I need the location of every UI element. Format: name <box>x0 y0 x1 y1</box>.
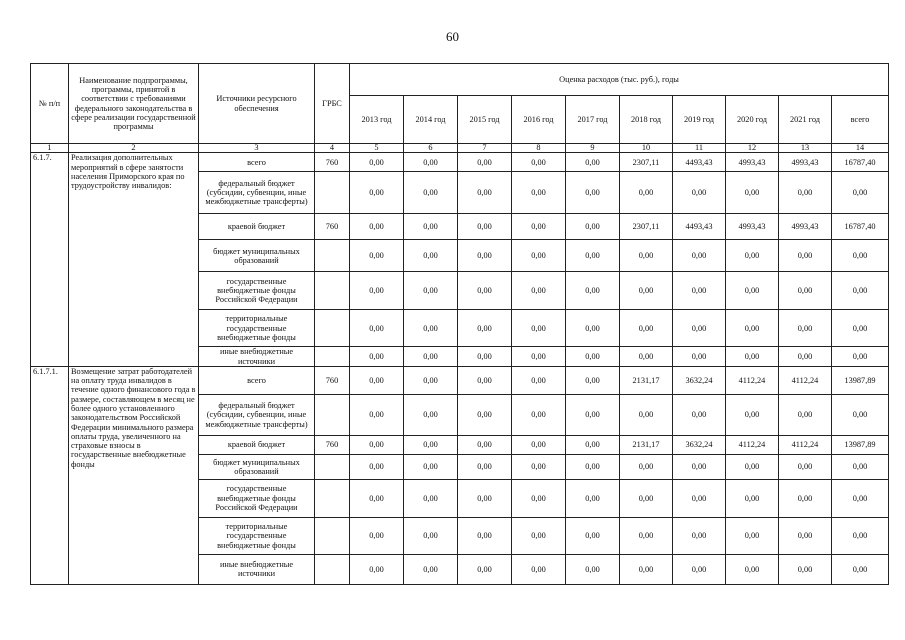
grbs-code: 760 <box>315 214 350 240</box>
column-number: 7 <box>458 144 512 153</box>
column-number: 6 <box>404 144 458 153</box>
year-value: 0,00 <box>620 272 673 310</box>
header-source: Источники ресурсного обеспечения <box>199 64 315 144</box>
year-value: 0,00 <box>350 366 404 394</box>
year-value: 0,00 <box>673 310 726 347</box>
grbs-code <box>315 554 350 584</box>
year-value: 0,00 <box>458 347 512 367</box>
total-value: 16787,40 <box>832 153 889 172</box>
year-value: 0,00 <box>726 347 779 367</box>
funding-source: бюджет муниципальных образований <box>199 454 315 479</box>
year-value: 4112,24 <box>779 435 832 454</box>
year-value: 0,00 <box>350 272 404 310</box>
total-value: 0,00 <box>832 479 889 517</box>
header-year: 2013 год <box>350 96 404 144</box>
grbs-code: 760 <box>315 153 350 172</box>
year-value: 0,00 <box>673 517 726 554</box>
column-number: 9 <box>566 144 620 153</box>
grbs-code <box>315 272 350 310</box>
year-value: 0,00 <box>566 394 620 435</box>
year-value: 0,00 <box>512 554 566 584</box>
year-value: 0,00 <box>779 172 832 214</box>
header-year: 2018 год <box>620 96 673 144</box>
year-value: 0,00 <box>404 310 458 347</box>
header-name: Наименование подпрограммы, программы, принятой в соответствии с требованиями федерального законодательства в сфере реализации государственной программы <box>69 64 199 144</box>
year-value: 0,00 <box>458 153 512 172</box>
year-value: 0,00 <box>404 479 458 517</box>
year-value: 2131,17 <box>620 366 673 394</box>
year-value: 0,00 <box>404 240 458 272</box>
total-value: 0,00 <box>832 272 889 310</box>
year-value: 0,00 <box>512 172 566 214</box>
header-year: 2017 год <box>566 96 620 144</box>
year-value: 0,00 <box>779 394 832 435</box>
total-value: 0,00 <box>832 517 889 554</box>
header-year: 2021 год <box>779 96 832 144</box>
header-year: 2016 год <box>512 96 566 144</box>
year-value: 0,00 <box>350 454 404 479</box>
year-value: 0,00 <box>726 240 779 272</box>
total-value: 0,00 <box>832 394 889 435</box>
year-value: 0,00 <box>566 272 620 310</box>
year-value: 2131,17 <box>620 435 673 454</box>
year-value: 4993,43 <box>726 153 779 172</box>
year-value: 0,00 <box>620 240 673 272</box>
budget-table <box>30 63 889 585</box>
year-value: 0,00 <box>404 347 458 367</box>
year-value: 0,00 <box>404 554 458 584</box>
year-value: 0,00 <box>512 454 566 479</box>
year-value: 0,00 <box>404 435 458 454</box>
total-value: 0,00 <box>832 172 889 214</box>
year-value: 0,00 <box>350 554 404 584</box>
total-value: 0,00 <box>832 347 889 367</box>
column-number: 11 <box>673 144 726 153</box>
year-value: 0,00 <box>726 172 779 214</box>
year-value: 0,00 <box>566 153 620 172</box>
grbs-code <box>315 310 350 347</box>
year-value: 0,00 <box>350 153 404 172</box>
year-value: 0,00 <box>404 366 458 394</box>
year-value: 0,00 <box>620 454 673 479</box>
year-value: 0,00 <box>350 347 404 367</box>
funding-source: краевой бюджет <box>199 214 315 240</box>
item-name: Реализация дополнительных мероприятий в сфере занятости населения Приморского края по трудоустройству инвалидов: <box>69 153 199 367</box>
year-value: 2307,11 <box>620 153 673 172</box>
year-value: 0,00 <box>404 172 458 214</box>
year-value: 0,00 <box>512 347 566 367</box>
year-value: 4993,43 <box>779 214 832 240</box>
year-value: 0,00 <box>458 214 512 240</box>
item-number: 6.1.7.1. <box>31 366 69 584</box>
year-value: 0,00 <box>620 394 673 435</box>
funding-source: государственные внебюджетные фонды Российской Федерации <box>199 272 315 310</box>
year-value: 0,00 <box>620 479 673 517</box>
year-value: 0,00 <box>566 517 620 554</box>
year-value: 0,00 <box>350 435 404 454</box>
year-value: 0,00 <box>726 394 779 435</box>
grbs-code <box>315 240 350 272</box>
header-year: 2015 год <box>458 96 512 144</box>
year-value: 0,00 <box>350 479 404 517</box>
funding-source: краевой бюджет <box>199 435 315 454</box>
year-value: 4993,43 <box>726 214 779 240</box>
year-value: 0,00 <box>566 554 620 584</box>
year-value: 0,00 <box>620 347 673 367</box>
funding-source: иные внебюджетные источники <box>199 554 315 584</box>
total-value: 0,00 <box>832 554 889 584</box>
year-value: 0,00 <box>404 394 458 435</box>
year-value: 0,00 <box>458 366 512 394</box>
year-value: 0,00 <box>512 310 566 347</box>
year-value: 0,00 <box>512 435 566 454</box>
header-row-top <box>31 64 889 96</box>
column-number: 1 <box>31 144 69 153</box>
page-number: 60 <box>446 29 459 44</box>
grbs-code <box>315 479 350 517</box>
year-value: 0,00 <box>673 172 726 214</box>
column-number: 4 <box>315 144 350 153</box>
grbs-code <box>315 347 350 367</box>
year-value: 0,00 <box>779 347 832 367</box>
year-value: 0,00 <box>566 435 620 454</box>
year-value: 0,00 <box>404 454 458 479</box>
funding-source: всего <box>199 153 315 172</box>
header-year: 2020 год <box>726 96 779 144</box>
year-value: 0,00 <box>512 479 566 517</box>
total-value: 16787,40 <box>832 214 889 240</box>
year-value: 0,00 <box>726 554 779 584</box>
year-value: 0,00 <box>673 240 726 272</box>
funding-source: территориальные государственные внебюджетные фонды <box>199 310 315 347</box>
header-num: № п/п <box>31 64 69 144</box>
year-value: 0,00 <box>458 479 512 517</box>
year-value: 0,00 <box>673 347 726 367</box>
total-value: 13987,89 <box>832 435 889 454</box>
year-value: 0,00 <box>779 240 832 272</box>
year-value: 0,00 <box>566 240 620 272</box>
year-value: 4493,43 <box>673 214 726 240</box>
year-value: 0,00 <box>620 310 673 347</box>
item-number: 6.1.7. <box>31 153 69 367</box>
year-value: 0,00 <box>512 517 566 554</box>
grbs-code <box>315 517 350 554</box>
budget-row <box>31 153 889 172</box>
year-value: 0,00 <box>512 394 566 435</box>
year-value: 0,00 <box>726 310 779 347</box>
year-value: 0,00 <box>566 172 620 214</box>
column-number: 2 <box>69 144 199 153</box>
year-value: 4493,43 <box>673 153 726 172</box>
funding-source: федеральный бюджет (субсидии, субвенции, иные межбюджетные трансферты) <box>199 172 315 214</box>
year-value: 0,00 <box>673 272 726 310</box>
year-value: 0,00 <box>404 517 458 554</box>
column-numbers-row <box>31 144 889 153</box>
column-number: 8 <box>512 144 566 153</box>
year-value: 0,00 <box>779 517 832 554</box>
year-value: 0,00 <box>458 172 512 214</box>
year-value: 0,00 <box>404 153 458 172</box>
column-number: 5 <box>350 144 404 153</box>
funding-source: федеральный бюджет (субсидии, субвенции, иные межбюджетные трансферты) <box>199 394 315 435</box>
column-number: 12 <box>726 144 779 153</box>
grbs-code: 760 <box>315 435 350 454</box>
year-value: 3632,24 <box>673 435 726 454</box>
header-estimate: Оценка расходов (тыс. руб.), годы <box>350 64 889 96</box>
year-value: 0,00 <box>726 454 779 479</box>
funding-source: государственные внебюджетные фонды Российской Федерации <box>199 479 315 517</box>
year-value: 0,00 <box>726 272 779 310</box>
year-value: 0,00 <box>673 454 726 479</box>
item-name: Возмещение затрат работодателей на оплату труда инвалидов в течение одного финансового года в размере, составляющем в месяц не более одного установленного законодательством Российской Федерации минимального размера оплаты труда, увеличенного на страховые взносы в государственные внебюджетные фонды <box>69 366 199 584</box>
year-value: 0,00 <box>673 554 726 584</box>
year-value: 4993,43 <box>779 153 832 172</box>
year-value: 0,00 <box>673 394 726 435</box>
year-value: 0,00 <box>458 240 512 272</box>
year-value: 0,00 <box>404 272 458 310</box>
grbs-code <box>315 454 350 479</box>
year-value: 0,00 <box>779 554 832 584</box>
total-value: 0,00 <box>832 310 889 347</box>
year-value: 3632,24 <box>673 366 726 394</box>
funding-source: всего <box>199 366 315 394</box>
header-year: 2014 год <box>404 96 458 144</box>
year-value: 0,00 <box>779 454 832 479</box>
year-value: 0,00 <box>779 479 832 517</box>
budget-row <box>31 366 889 394</box>
year-value: 0,00 <box>350 240 404 272</box>
year-value: 0,00 <box>458 310 512 347</box>
year-value: 0,00 <box>620 517 673 554</box>
column-number: 13 <box>779 144 832 153</box>
year-value: 0,00 <box>566 479 620 517</box>
total-value: 13987,89 <box>832 366 889 394</box>
year-value: 0,00 <box>458 517 512 554</box>
column-number: 14 <box>832 144 889 153</box>
year-value: 0,00 <box>779 310 832 347</box>
year-value: 0,00 <box>404 214 458 240</box>
grbs-code: 760 <box>315 366 350 394</box>
header-grbs: ГРБС <box>315 64 350 144</box>
year-value: 0,00 <box>458 454 512 479</box>
year-value: 0,00 <box>620 554 673 584</box>
year-value: 0,00 <box>620 172 673 214</box>
year-value: 0,00 <box>566 347 620 367</box>
year-value: 2307,11 <box>620 214 673 240</box>
year-value: 0,00 <box>350 214 404 240</box>
year-value: 0,00 <box>726 479 779 517</box>
year-value: 0,00 <box>566 310 620 347</box>
column-number: 10 <box>620 144 673 153</box>
year-value: 0,00 <box>458 435 512 454</box>
year-value: 4112,24 <box>726 366 779 394</box>
year-value: 0,00 <box>566 214 620 240</box>
year-value: 0,00 <box>350 172 404 214</box>
year-value: 0,00 <box>726 517 779 554</box>
year-value: 0,00 <box>512 366 566 394</box>
year-value: 0,00 <box>673 479 726 517</box>
total-value: 0,00 <box>832 240 889 272</box>
year-value: 0,00 <box>566 454 620 479</box>
year-value: 0,00 <box>779 272 832 310</box>
year-value: 0,00 <box>458 272 512 310</box>
year-value: 0,00 <box>566 366 620 394</box>
year-value: 0,00 <box>458 394 512 435</box>
column-number: 3 <box>199 144 315 153</box>
total-value: 0,00 <box>832 454 889 479</box>
year-value: 0,00 <box>458 554 512 584</box>
year-value: 4112,24 <box>779 366 832 394</box>
header-year: 2019 год <box>673 96 726 144</box>
funding-source: бюджет муниципальных образований <box>199 240 315 272</box>
funding-source: территориальные государственные внебюджетные фонды <box>199 517 315 554</box>
year-value: 0,00 <box>350 310 404 347</box>
year-value: 0,00 <box>512 272 566 310</box>
year-value: 0,00 <box>350 394 404 435</box>
year-value: 0,00 <box>350 517 404 554</box>
header-total: всего <box>832 96 889 144</box>
funding-source: иные внебюджетные источники <box>199 347 315 367</box>
year-value: 0,00 <box>512 240 566 272</box>
year-value: 0,00 <box>512 214 566 240</box>
grbs-code <box>315 172 350 214</box>
year-value: 4112,24 <box>726 435 779 454</box>
year-value: 0,00 <box>512 153 566 172</box>
grbs-code <box>315 394 350 435</box>
